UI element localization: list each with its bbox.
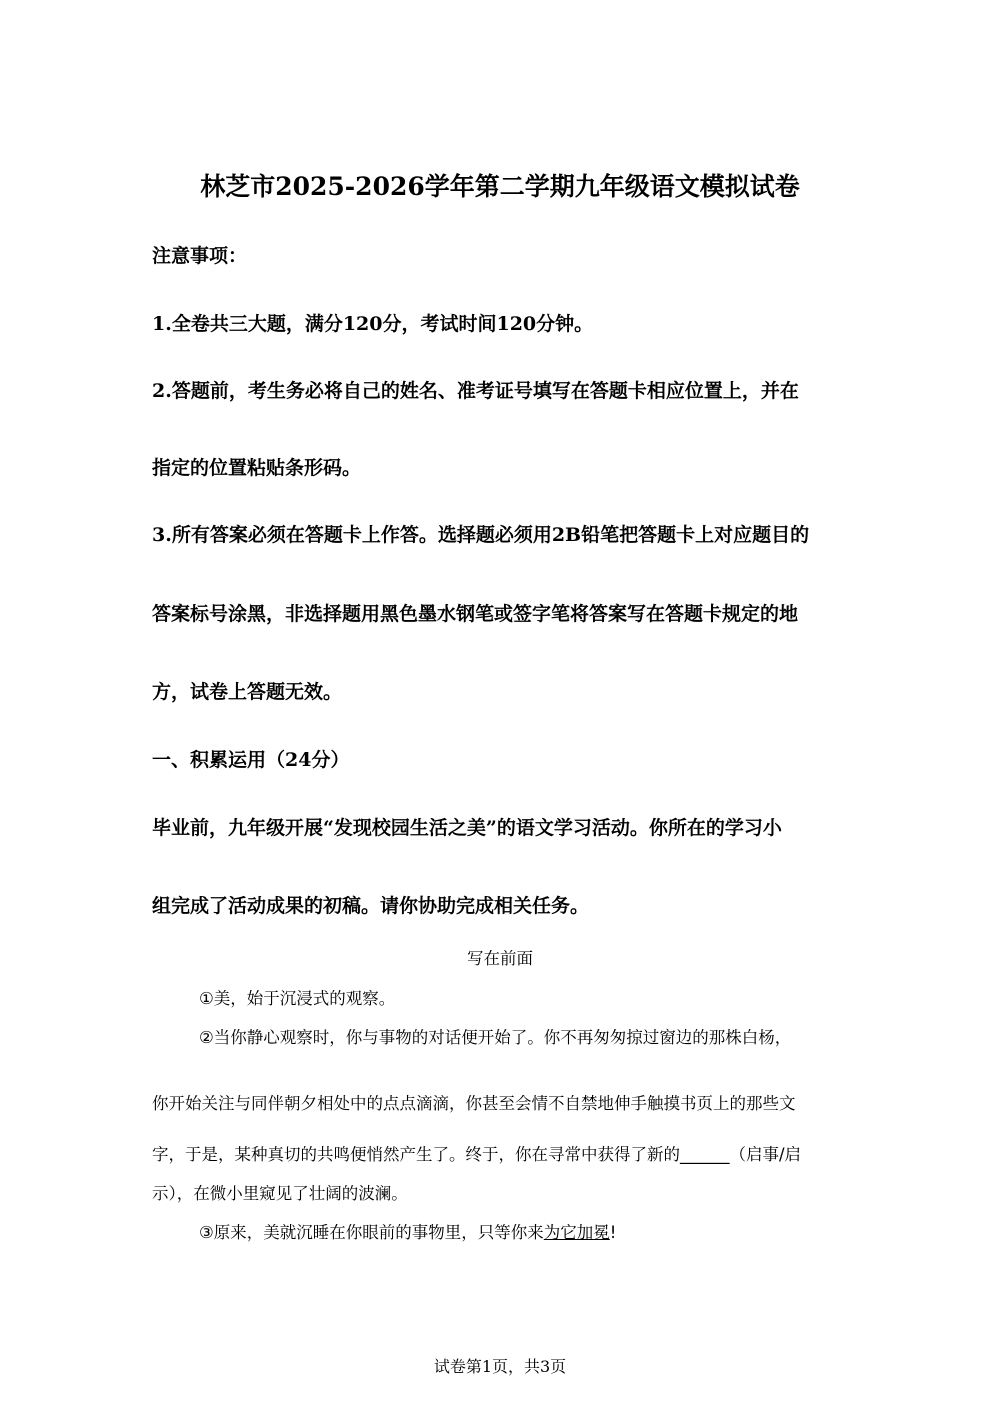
notice-item-3-line-2: 答案标号涂黑，非选择题用黑色墨水钢笔或签字笔将答案写在答题卡规定的地 bbox=[152, 603, 799, 625]
paragraph-3-text: ③原来，美就沉睡在你眼前的事物里，只等你来 bbox=[199, 1223, 544, 1242]
notice-item-2-line-1: 2.答题前，考生务必将自己的姓名、准考证号填写在答题卡相应位置上，并在 bbox=[152, 380, 799, 402]
paragraph-3-end-punct: ! bbox=[609, 1223, 617, 1242]
passage-paragraph-3 bbox=[199, 1221, 616, 1245]
passage-heading: 写在前面 bbox=[467, 949, 533, 968]
page-title: 林芝市2025-2026学年第二学期九年级语文模拟试卷 bbox=[200, 172, 800, 201]
passage-paragraph-2-line-3: 字，于是，某种真切的共鸣便悄然产生了。终于，你在寻常中获得了新的______（启事/启 bbox=[152, 1145, 802, 1164]
passage-paragraph-1: ①美，始于沉浸式的观察。 bbox=[199, 989, 396, 1008]
section-1-intro-line-2: 组完成了活动成果的初稿。请你协助完成相关任务。 bbox=[152, 895, 590, 917]
notice-item-1: 1.全卷共三大题，满分120分，考试时间120分钟。 bbox=[152, 313, 594, 335]
passage-paragraph-2-line-2: 你开始关注与同伴朝夕相处中的点点滴滴，你甚至会情不自禁地伸手触摸书页上的那些文 bbox=[152, 1094, 796, 1113]
section-1-heading: 一、积累运用（24分） bbox=[152, 749, 350, 771]
underlined-phrase: 为它加冕 bbox=[543, 1223, 610, 1242]
notice-item-2-line-2: 指定的位置粘贴条形码。 bbox=[152, 457, 362, 479]
notice-item-3-line-1: 3.所有答案必须在答题卡上作答。选择题必须用2B铅笔把答题卡上对应题目的 bbox=[152, 524, 810, 546]
notice-item-3-line-3: 方，试卷上答题无效。 bbox=[152, 681, 343, 703]
page-footer: 试卷第1页，共3页 bbox=[433, 1357, 567, 1376]
section-1-intro-line-1: 毕业前，九年级开展“发现校园生活之美”的语文学习活动。你所在的学习小 bbox=[152, 817, 782, 839]
notice-heading: 注意事项： bbox=[152, 245, 248, 267]
passage-paragraph-2-line-4: 示），在微小里窥见了壮阔的波澜。 bbox=[152, 1184, 408, 1203]
passage-paragraph-2-line-1: ②当你静心观察时，你与事物的对话便开始了。你不再匆匆掠过窗边的那株白杨， bbox=[199, 1028, 792, 1047]
